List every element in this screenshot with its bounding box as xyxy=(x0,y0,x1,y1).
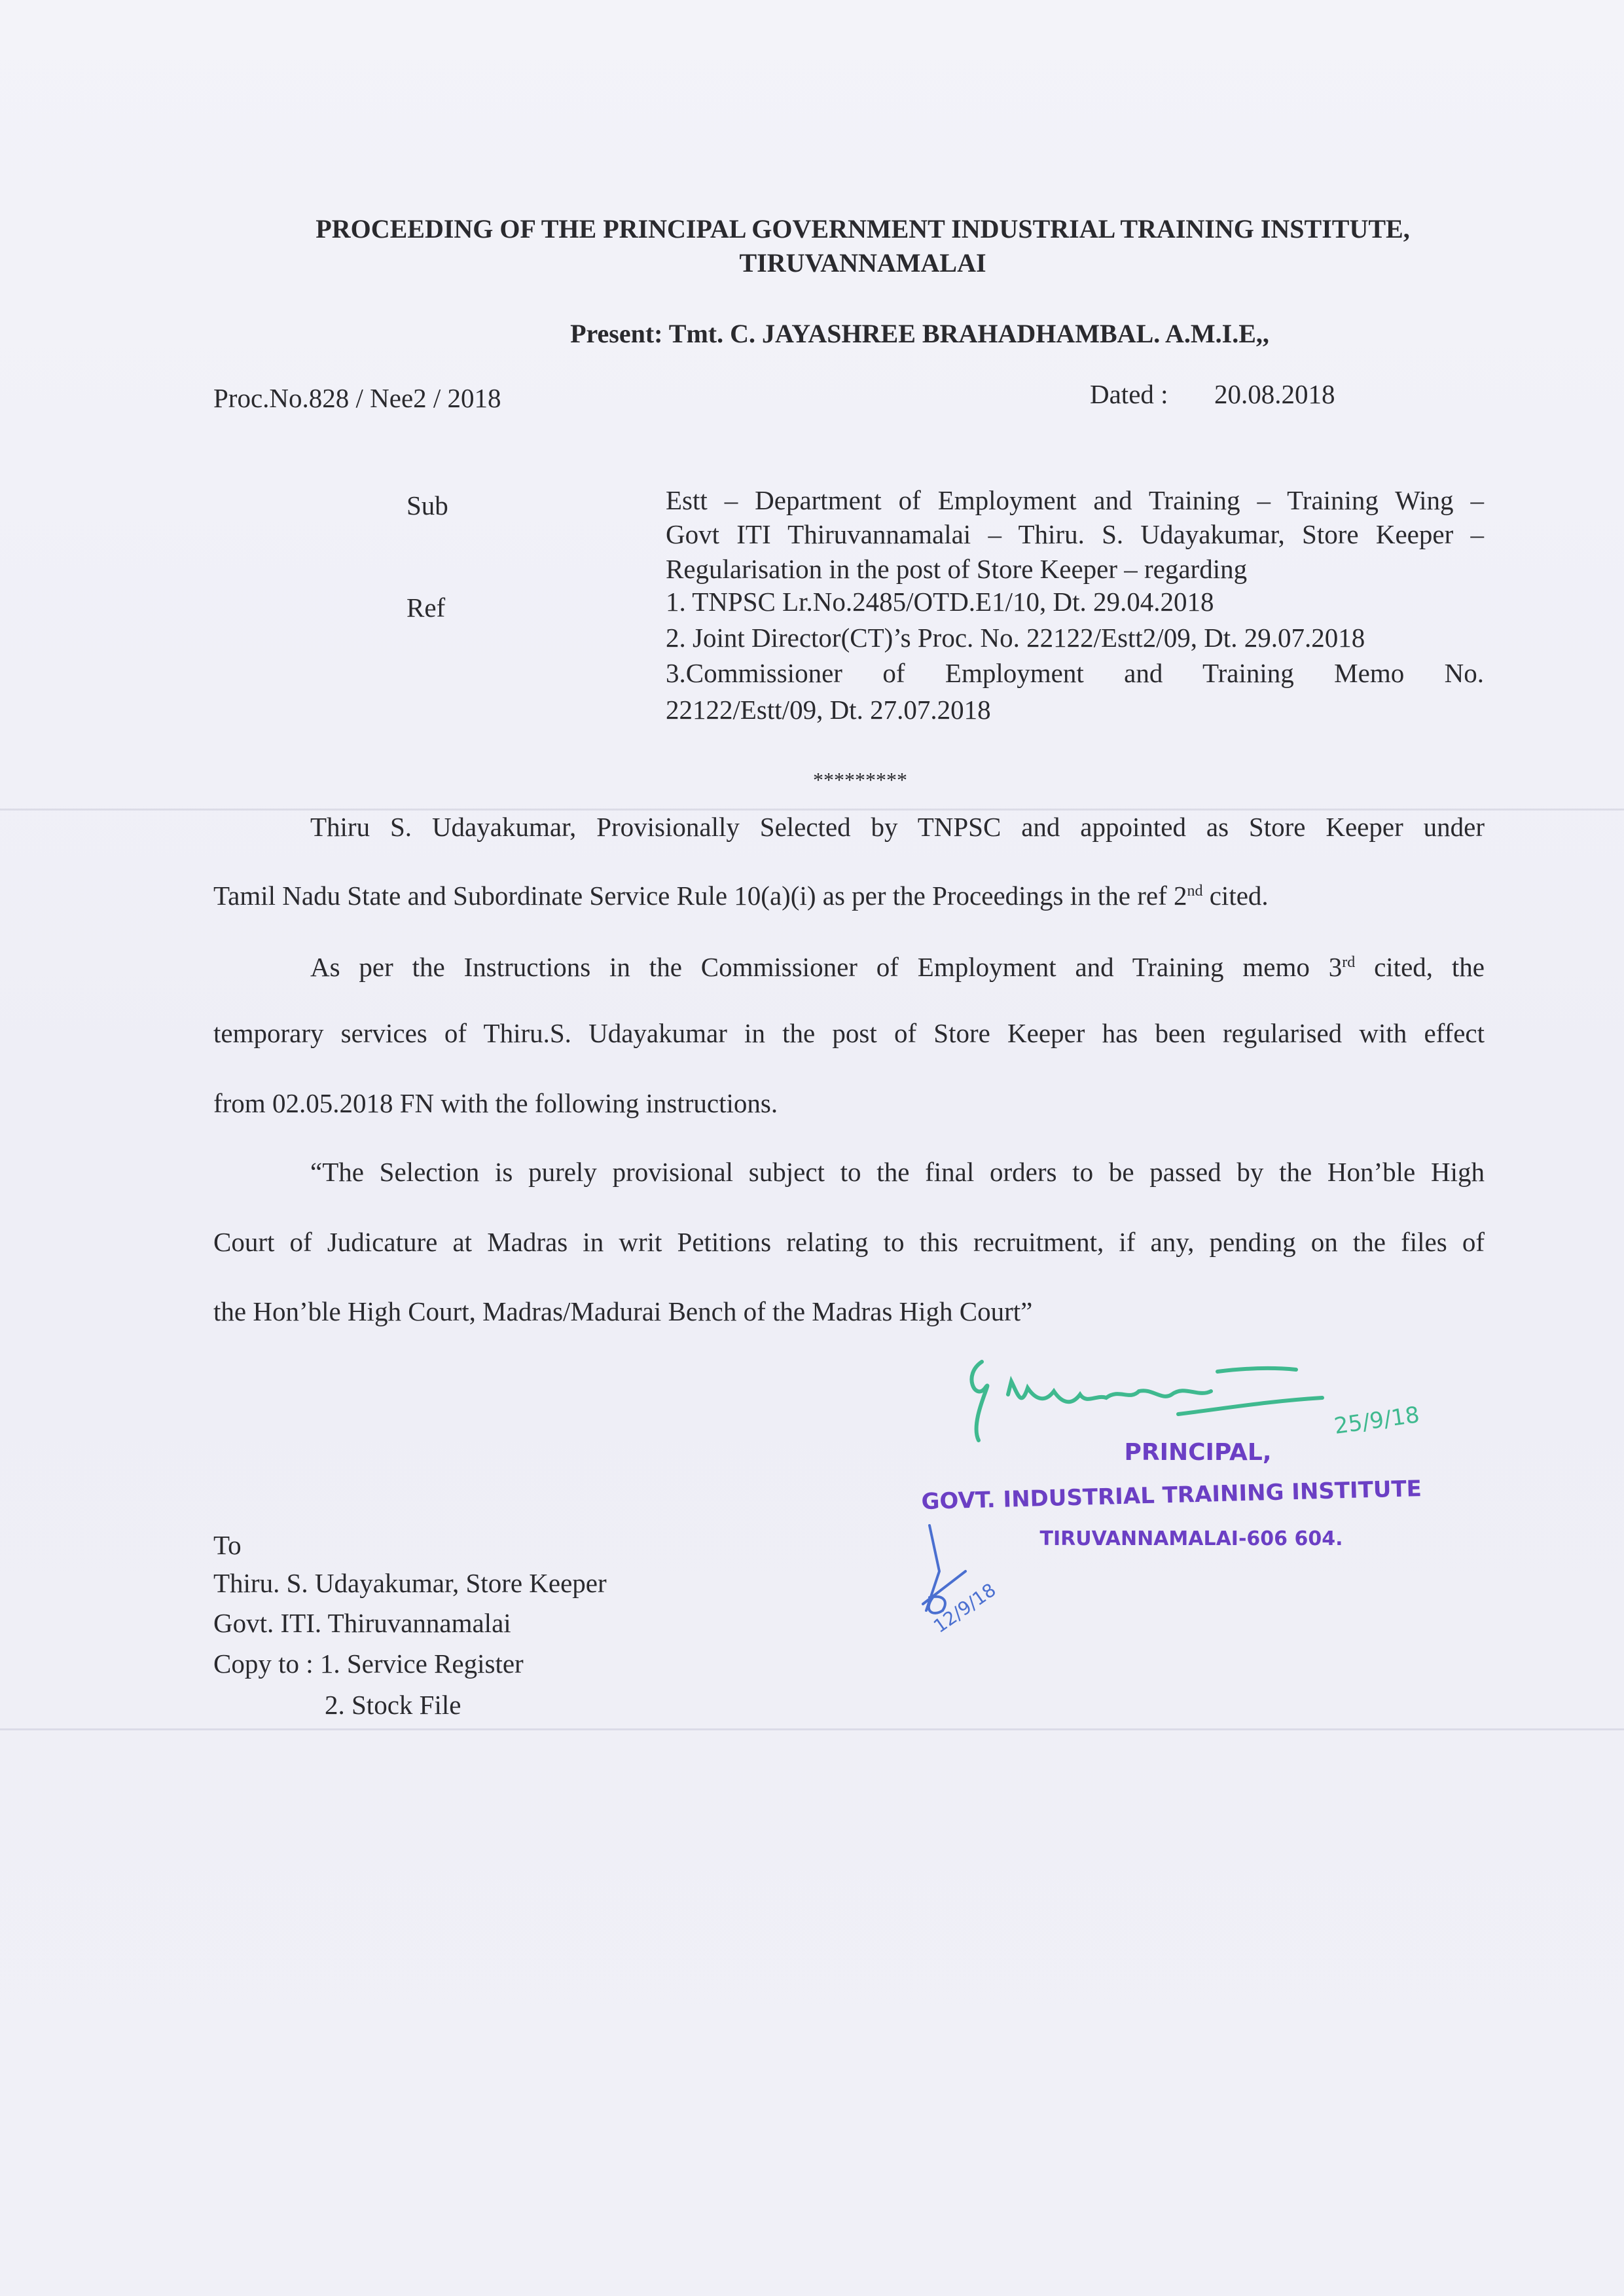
stamp-line-1: PRINCIPAL, xyxy=(1124,1439,1272,1466)
proc-number: Proc.No.828 / Nee2 / 2018 xyxy=(213,383,501,413)
stamp-line-3: TIRUVANNAMALAI-606 604. xyxy=(1039,1527,1343,1550)
dated-label: Dated : xyxy=(1090,379,1168,409)
reference-line: 3.Commissioner of Employment and Training Memo No. xyxy=(666,658,1484,688)
superscript: rd xyxy=(1342,954,1356,971)
text: cited, the xyxy=(1355,952,1485,982)
paragraph-1-line: Thiru S. Udayakumar, Provisionally Selected by TNPSC and appointed as Store Keeper under xyxy=(310,812,1485,842)
text: As per the Instructions in the Commissioner of Employment and Training memo 3 xyxy=(310,952,1343,982)
fold-line xyxy=(0,1728,1624,1730)
paragraph-3-line: the Hon’ble High Court, Madras/Madurai Bench of the Madras High Court” xyxy=(213,1296,1033,1326)
address-line: Govt. ITI. Thiruvannamalai xyxy=(213,1608,511,1638)
stamp-line-2: GOVT. INDUSTRIAL TRAINING INSTITUTE xyxy=(921,1476,1422,1516)
paragraph-3-line: Court of Judicature at Madras in writ Petitions relating to this recruitment, if any, pending on the files of xyxy=(213,1227,1485,1257)
paragraph-2-line xyxy=(310,954,1485,981)
paragraph-2-line: temporary services of Thiru.S. Udayakumar in the post of Store Keeper has been regularised with effect xyxy=(213,1018,1485,1048)
text: Tamil Nadu State and Subordinate Service Rule 10(a)(i) as per the Proceedings in the ref 2 xyxy=(213,881,1187,911)
stamp-text xyxy=(921,1439,1422,1550)
text: cited. xyxy=(1202,881,1269,911)
reference-line: 22122/Estt/09, Dt. 27.07.2018 xyxy=(666,695,991,725)
paragraph-2-line: from 02.05.2018 FN with the following instructions. xyxy=(213,1088,778,1118)
copy-to-line-2: 2. Stock File xyxy=(325,1690,461,1720)
signature-icon xyxy=(971,1362,1322,1440)
present-line: Present: Tmt. C. JAYASHREE BRAHADHAMBAL. A.M.I.E,, xyxy=(570,319,1269,348)
separator-stars: ********* xyxy=(813,768,907,792)
signature-date: 25/9/18 xyxy=(1332,1402,1422,1440)
subject-line: Govt ITI Thiruvannamalai – Thiru. S. Udayakumar, Store Keeper – xyxy=(666,519,1484,549)
title-line-2: TIRUVANNAMALAI xyxy=(739,248,986,278)
reference-line: 2. Joint Director(CT)’s Proc. No. 22122/Estt2/09, Dt. 29.07.2018 xyxy=(666,623,1365,653)
paragraph-3-line: “The Selection is purely provisional subject to the final orders to be passed by the Hon’ble High xyxy=(310,1157,1485,1187)
to-label: To xyxy=(213,1530,242,1560)
superscript: nd xyxy=(1187,883,1203,900)
copy-to-line: Copy to : 1. Service Register xyxy=(213,1649,524,1679)
reference-line: 1. TNPSC Lr.No.2485/OTD.E1/10, Dt. 29.04.2018 xyxy=(666,587,1214,617)
reference-label: Ref xyxy=(406,592,446,623)
address-line: Thiru. S. Udayakumar, Store Keeper xyxy=(213,1568,607,1598)
title-line-1: PROCEEDING OF THE PRINCIPAL GOVERNMENT INDUSTRIAL TRAINING INSTITUTE, xyxy=(316,214,1410,244)
paragraph-1-line xyxy=(213,883,1269,909)
principal-stamp-and-signature xyxy=(903,1336,1492,1637)
fold-line xyxy=(0,809,1624,811)
subject-line: Regularisation in the post of Store Keeper – regarding xyxy=(666,554,1248,584)
subject-label: Sub xyxy=(406,490,448,520)
subject-line: Estt – Department of Employment and Training – Training Wing – xyxy=(666,485,1484,515)
dated-value: 20.08.2018 xyxy=(1214,379,1335,409)
signature-graphic xyxy=(903,1336,1492,1637)
initials-date: 12/9/18 xyxy=(929,1578,1000,1637)
